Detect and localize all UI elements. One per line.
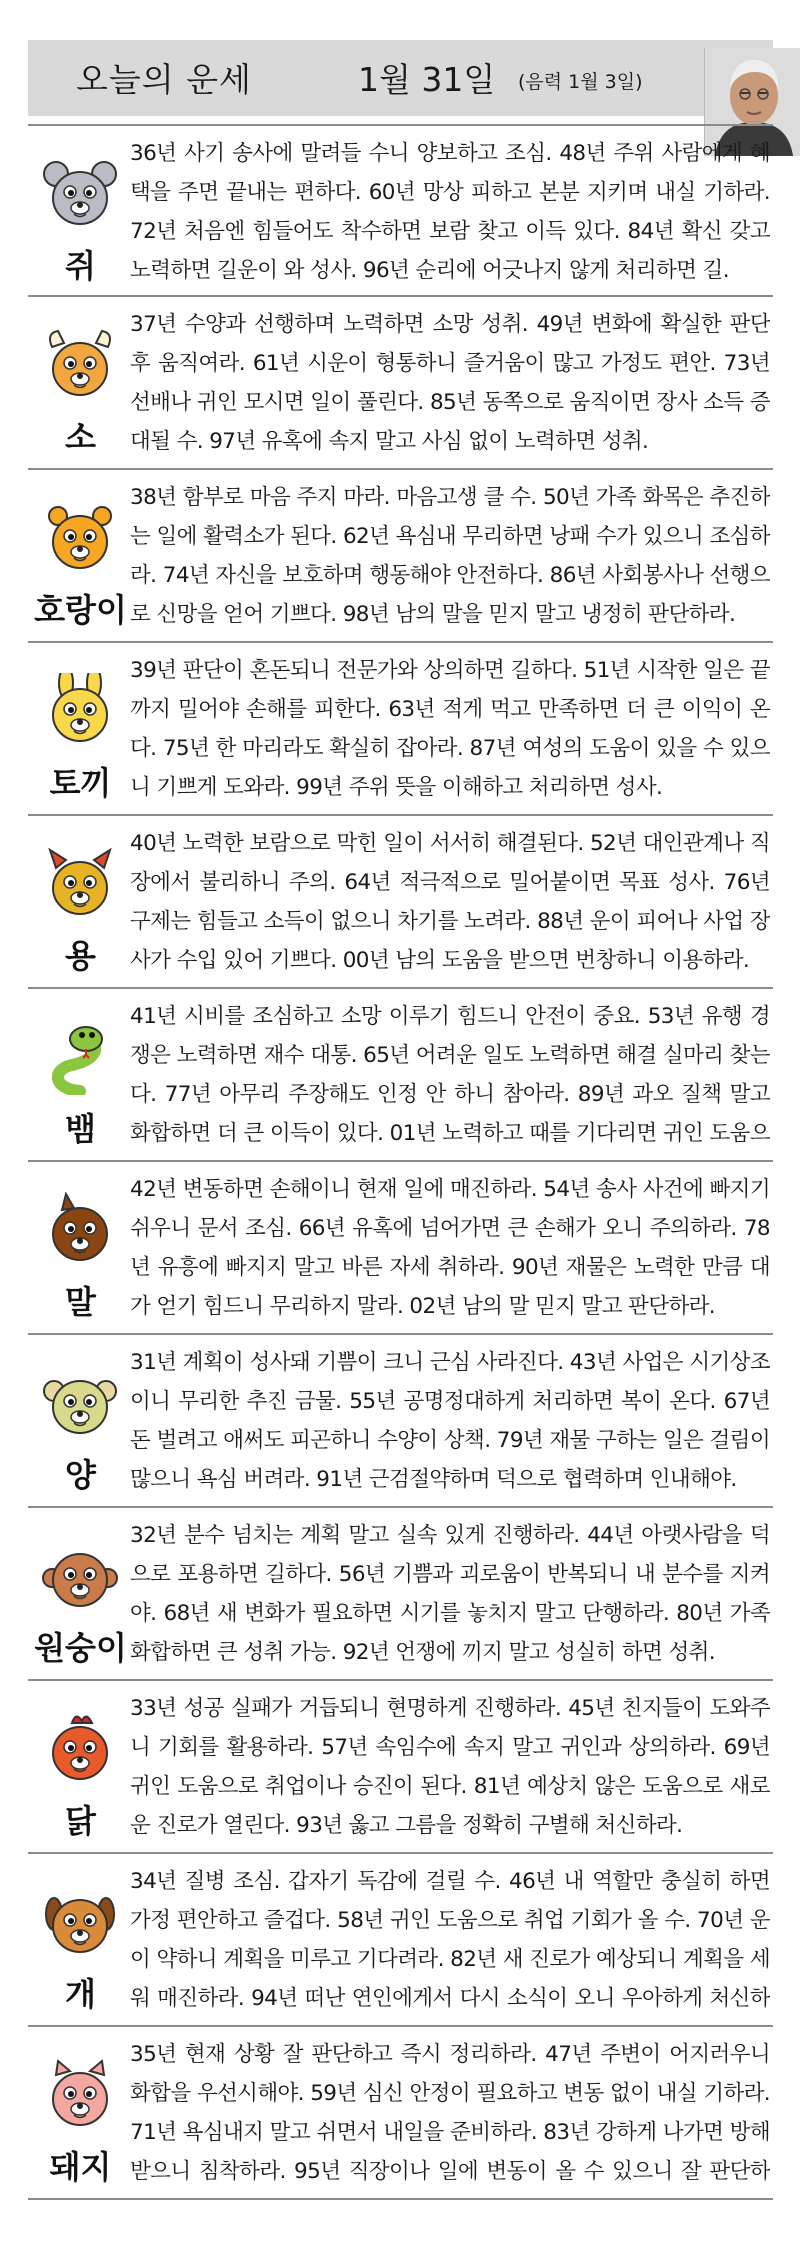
fortune-text: 37년 수양과 선행하며 노력하면 소망 성취. 49년 변화에 확실한 판단 후 움직여라. 61년 시운이 형통하니 즐거움이 많고 가정도 편안. 73년 선배나 귀인 모시면 일이 풀린다. 85년 동쪽으로 움직이면 장사 소득 증대될 수. 97년 유혹에 속지 말고 사심 없이 노력하면 성취.: [130, 312, 770, 454]
zodiac-name: 토끼: [49, 764, 112, 802]
tiger-icon: [42, 500, 118, 576]
fortune-row: [28, 1162, 773, 1335]
fortune-row: [28, 1681, 773, 1854]
zodiac-animal: [28, 816, 133, 987]
zodiac-animal: [28, 1162, 133, 1333]
rooster-icon: [42, 1711, 118, 1787]
zodiac-animal: [28, 1681, 133, 1852]
zodiac-animal: [28, 1335, 133, 1506]
zodiac-name: 용: [65, 937, 96, 975]
zodiac-name: 소: [65, 418, 96, 456]
snake-icon: [42, 1019, 118, 1095]
zodiac-name: 호랑이: [34, 591, 127, 629]
fortune-text: 36년 사기 송사에 말려들 수니 양보하고 조심. 48년 주위 사람에게 혜택을 주면 끝내는 편하다. 60년 망상 피하고 본분 지키며 내실 기하라. 72년 처음엔 힘들어도 착수하면 보람 찾고 이득 있다. 84년 확신 갖고 노력하면 길운이 와 성사. 96년 순리에 어긋나지 않게 처리하면 길.: [130, 141, 770, 283]
monkey-icon: [42, 1538, 118, 1614]
sheep-icon: [42, 1365, 118, 1441]
fortune-text: 35년 현재 상황 잘 판단하고 즉시 정리하라. 47년 주변이 어지러우니 화합을 우선시해야. 59년 심신 안정이 필요하고 변동 없이 내실 기하라. 71년 욕심내지 말고 쉬면서 내일을 준비하라. 83년 강하게 나가면 방해 받으니 침착하라. 95년 직장이나 일에 변동이 올 수 있으니 잘 판단하: [130, 2042, 770, 2184]
rabbit-icon: [42, 673, 118, 749]
fortune-text: 32년 분수 넘치는 계획 말고 실속 있게 진행하라. 44년 아랫사람을 덕으로 포용하면 길하다. 56년 기쁨과 괴로움이 반복되니 내 분수를 지켜야. 68년 새 변화가 필요하면 시기를 놓치지 말고 단행하라. 80년 가족 화합하면 큰 성취 가능. 92년 언쟁에 끼지 말고 성실히 하면 성취.: [130, 1523, 770, 1665]
zodiac-animal: [28, 989, 133, 1160]
horse-icon: [42, 1192, 118, 1268]
fortune-row: [28, 470, 773, 643]
zodiac-name: 원숭이: [34, 1629, 127, 1667]
fortune-row: [28, 124, 773, 297]
zodiac-animal: [28, 126, 133, 297]
zodiac-animal: [28, 643, 133, 814]
zodiac-name: 양: [65, 1456, 96, 1494]
zodiac-name: 돼지: [49, 2148, 112, 2186]
fortune-text: 34년 질병 조심. 갑자기 독감에 걸릴 수. 46년 내 역할만 충실히 하면 가정 편안하고 즐겁다. 58년 귀인 도움으로 취업 기회가 올 수. 70년 운이 약하니 계획을 미루고 기다려라. 82년 새 진로가 예상되니 계획을 세워 매진하라. 94년 떠난 연인에게서 다시 소식이 오니 우아하게 처신하: [130, 1869, 770, 2011]
fortune-text: 39년 판단이 혼돈되니 전문가와 상의하면 길하다. 51년 시작한 일은 끝까지 밀어야 손해를 피한다. 63년 적게 먹고 만족하면 더 큰 이익이 온다. 75년 한 마리라도 확실히 잡아라. 87년 여성의 도움이 있을 수 있으니 기쁘게 도와라. 99년 주위 뜻을 이해하고 처리하면 성사.: [130, 658, 770, 800]
fortune-row: [28, 816, 773, 989]
ox-icon: [42, 327, 118, 403]
fortune-text: 41년 시비를 조심하고 소망 이루기 힘드니 안전이 중요. 53년 유행 경쟁은 노력하면 재수 대통. 65년 어려운 일도 노력하면 해결 실마리 찾는다. 77년 아무리 주장해도 인정 안 하니 참아라. 89년 과오 질책 말고 화합하면 더 큰 이득이 있다. 01년 노력하고 때를 기다리면 귀인 도움으: [130, 1004, 770, 1146]
fortune-row: [28, 1854, 773, 2027]
fortune-text: 31년 계획이 성사돼 기쁨이 크니 근심 사라진다. 43년 사업은 시기상조이니 무리한 추진 금물. 55년 공명정대하게 처리하면 복이 온다. 67년 돈 벌려고 애써도 피곤하니 수양이 상책. 79년 재물 구하는 일은 걸림이 많으니 욕심 버려라. 91년 근검절약하며 덕으로 협력하며 인내해야.: [130, 1350, 770, 1492]
fortune-list: [28, 124, 773, 2200]
dog-icon: [42, 1884, 118, 1960]
fortune-row: [28, 1508, 773, 1681]
fortune-row: [28, 1335, 773, 1508]
zodiac-animal: [28, 2027, 133, 2198]
fortune-text: 33년 성공 실패가 거듭되니 현명하게 진행하라. 45년 친지들이 도와주니 기회를 활용하라. 57년 속임수에 속지 말고 귀인과 상의하라. 69년 귀인 도움으로 취업이나 승진이 된다. 81년 예상치 않은 도움으로 새로운 진로가 열린다. 93년 옳고 그름을 정확히 구별해 처신하라.: [130, 1696, 770, 1838]
zodiac-name: 뱀: [65, 1110, 96, 1148]
fortune-row: [28, 297, 773, 470]
zodiac-animal: [28, 470, 133, 641]
fortune-row: [28, 989, 773, 1162]
header-bar: [28, 40, 773, 116]
fortune-text: 40년 노력한 보람으로 막힌 일이 서서히 해결된다. 52년 대인관계나 직장에서 불리하니 주의. 64년 적극적으로 밀어붙이면 목표 성사. 76년 구제는 힘들고 소득이 없으니 차기를 노려라. 88년 운이 피어나 사업 장사가 수입 있어 기쁘다. 00년 남의 도움을 받으면 번창하니 이용하라.: [130, 831, 770, 973]
zodiac-name: 개: [65, 1975, 96, 2013]
lunar-date-label: (음력 1월 3일): [518, 71, 643, 93]
zodiac-animal: [28, 297, 133, 468]
fortune-text: 38년 함부로 마음 주지 마라. 마음고생 클 수. 50년 가족 화목은 추진하는 일에 활력소가 된다. 62년 욕심내 무리하면 낭패 수가 있으니 조심하라. 74년 자신을 보호하며 행동해야 안전하다. 86년 사회봉사나 선행으로 신망을 얻어 기쁘다. 98년 남의 말을 믿지 말고 냉정히 판단하라.: [130, 485, 770, 627]
zodiac-animal: [28, 1508, 133, 1679]
zodiac-name: 말: [65, 1283, 96, 1321]
fortune-row: [28, 643, 773, 816]
zodiac-name: 쥐: [65, 247, 96, 285]
dragon-icon: [42, 846, 118, 922]
rat-icon: [42, 156, 118, 232]
fortune-row: [28, 2027, 773, 2200]
fortune-text: 42년 변동하면 손해이니 현재 일에 매진하라. 54년 송사 사건에 빠지기 쉬우니 문서 조심. 66년 유혹에 넘어가면 큰 손해가 오니 주의하라. 78년 유흥에 빠지지 말고 바른 자세 취하라. 90년 재물은 노력한 만큼 대가 얻기 힘드니 무리하지 말라. 02년 남의 말 믿지 말고 판단하라.: [130, 1177, 770, 1319]
page-title: 오늘의 운세: [76, 60, 252, 99]
pig-icon: [42, 2057, 118, 2133]
date-label: 1월 31일: [358, 60, 496, 99]
zodiac-animal: [28, 1854, 133, 2025]
zodiac-name: 닭: [65, 1802, 96, 1840]
